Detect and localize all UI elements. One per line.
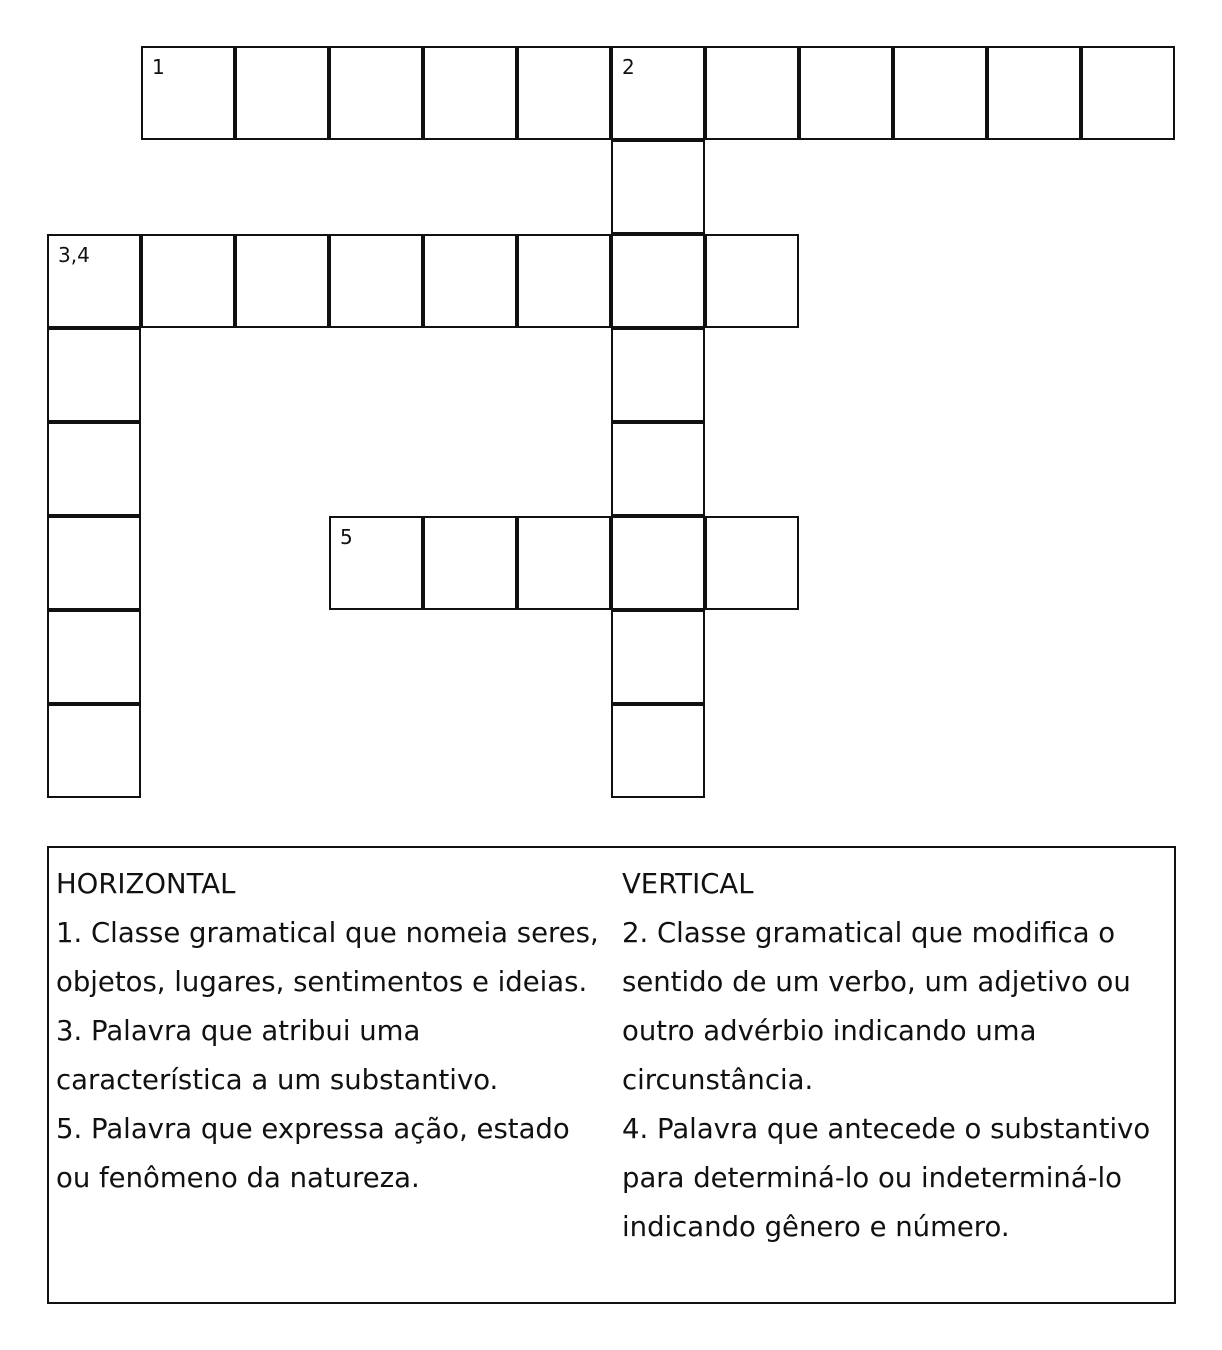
clues-box — [47, 846, 1176, 1304]
grid-cell[interactable] — [329, 516, 423, 610]
grid-cell[interactable] — [1081, 46, 1175, 140]
grid-cell[interactable] — [611, 704, 705, 798]
grid-cell[interactable] — [705, 516, 799, 610]
horizontal-heading: HORIZONTAL — [56, 868, 236, 900]
clue-1: 1. Classe gramatical que nomeia seres, objetos, lugares, sentimentos e ideias. — [56, 917, 599, 998]
grid-cell[interactable] — [329, 234, 423, 328]
grid-cell[interactable] — [517, 516, 611, 610]
grid-cell[interactable] — [987, 46, 1081, 140]
grid-cell[interactable] — [47, 328, 141, 422]
grid-cell[interactable] — [329, 46, 423, 140]
grid-cell[interactable] — [705, 234, 799, 328]
grid-cell[interactable] — [611, 610, 705, 704]
grid-cell[interactable] — [141, 234, 235, 328]
grid-cell[interactable] — [235, 46, 329, 140]
grid-cell[interactable] — [611, 140, 705, 234]
clue-4: 4. Palavra que antecede o substantivo para determiná-lo ou indeterminá-lo indicando gênero e número. — [622, 1113, 1151, 1243]
grid-cell[interactable] — [47, 516, 141, 610]
grid-cell[interactable] — [235, 234, 329, 328]
clue-2: 2. Classe gramatical que modifica o sentido de um verbo, um adjetivo ou outro advérbio indicando uma circunstância. — [622, 917, 1131, 1096]
clue-5: 5. Palavra que expressa ação, estado ou fenômeno da natureza. — [56, 1113, 570, 1194]
cell-number: 3,4 — [58, 243, 90, 267]
grid-cell[interactable] — [423, 46, 517, 140]
clue-3: 3. Palavra que atribui uma característica a um substantivo. — [56, 1015, 499, 1096]
grid-cell[interactable] — [799, 46, 893, 140]
grid-cell[interactable] — [47, 234, 141, 328]
horizontal-clues — [56, 860, 612, 1203]
grid-cell[interactable] — [893, 46, 987, 140]
grid-cell[interactable] — [611, 328, 705, 422]
grid-cell[interactable] — [611, 516, 705, 610]
cell-number: 2 — [622, 55, 635, 79]
grid-cell[interactable] — [47, 704, 141, 798]
vertical-clues — [622, 860, 1170, 1252]
grid-cell[interactable] — [423, 234, 517, 328]
grid-cell[interactable] — [611, 422, 705, 516]
grid-cell[interactable] — [423, 516, 517, 610]
vertical-heading: VERTICAL — [622, 868, 754, 900]
grid-cell[interactable] — [141, 46, 235, 140]
grid-cell[interactable] — [611, 46, 705, 140]
grid-cell[interactable] — [705, 46, 799, 140]
grid-cell[interactable] — [517, 234, 611, 328]
grid-cell[interactable] — [47, 422, 141, 516]
cell-number: 1 — [152, 55, 165, 79]
grid-cell[interactable] — [611, 234, 705, 328]
cell-number: 5 — [340, 525, 353, 549]
grid-cell[interactable] — [47, 610, 141, 704]
grid-cell[interactable] — [517, 46, 611, 140]
